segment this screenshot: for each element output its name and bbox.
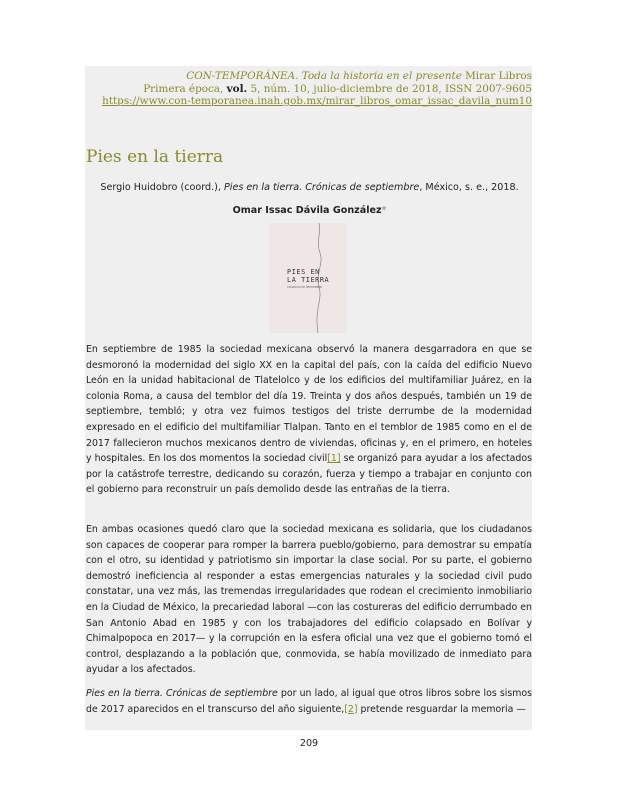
paragraph-1-text-a: En septiembre de 1985 la sociedad mexicana observó la manera desgarradora en que se desmoronó la modernidad del siglo XX en la capital del país, con la caída del edificio Nuevo León en la unidad habitacional de Tlatelolco y de los edificios del multifamiliar Juárez, en la colonia Roma, a causa del temblor del día 19. Treinta y dos años después, también un 19 de septiembre, tembló; y otra vez fuimos testigos del triste derrumbe de la modernidad expresado en el edificio del multifamiliar Tlalpan. Tanto en el temblor de 1985 como en el de 2017 fallecieron muchos mexicanos dentro de viviendas, oficinas y, en el primero, en hoteles y hospitales. En los dos momentos la sociedad civil — [86, 344, 532, 465]
section-name: Mirar Libros — [465, 70, 532, 82]
paragraph-3 — [86, 686, 532, 717]
page-title: Pies en la tierra — [86, 147, 224, 167]
book-citation — [86, 182, 533, 193]
journal-header — [72, 70, 532, 108]
paragraph-3-text-a: por un lado, al igual que otros libros sobre los sismos de 2017 aparecidos en el transcurso del año siguiente, — [86, 688, 532, 715]
journal-subtitle: Toda la historia en el presente — [301, 70, 462, 82]
cover-title-line-2: LA TIERRA — [287, 276, 330, 284]
author-line — [86, 205, 533, 216]
paragraph-1 — [86, 342, 532, 498]
issue-prefix: Primera época, — [143, 82, 224, 95]
page-number: 209 — [299, 738, 319, 749]
header-line-2 — [72, 83, 532, 96]
article-url-link[interactable]: https://www.con-temporanea.inah.gob.mx/mirar_libros_omar_issac_davila_num10 — [102, 95, 532, 107]
footnote-link-2[interactable]: [2] — [344, 703, 358, 715]
citation-editor: Sergio Huidobro (coord.), — [100, 182, 221, 193]
paragraph-3-text-b: pretende resguardar la memoria — — [357, 703, 526, 715]
book-cover-image — [269, 223, 347, 333]
journal-name: CON-TEMPORÁNEA. — [186, 70, 299, 82]
paragraph-2: En ambas ocasiones quedó claro que la sociedad mexicana es solidaria, que los ciudadanos son capaces de cooperar para romper la barrera pueblo/gobierno, para demostrar su empatía con el otro, su identidad y patriotismo sin importar la clase social. Por su parte, el gobierno demostró ineficiencia al responder a estas emergencias naturales y la sociedad civil pudo constatar, una vez más, las tremendas irregularidades que rodean el crecimiento inmobiliario en la Ciudad de México, la precariedad laboral —con las costureras del edificio derrumbado en San Antonio Abad en 1985 y con los trabajadores del edificio colapsado en Bolívar y Chimalpopoca en 2017— y la corrupción en la esfera oficial una vez que el gobierno tomó el control, desplazando a la población que, conmovida, se había movilizado de inmediato para ayudar a los afectados. — [86, 524, 532, 676]
issue-vol: vol. — [226, 82, 248, 95]
paragraph-3-book-title: Pies en la tierra. Crónicas de septiembre — [86, 688, 278, 699]
author-name: Omar Issac Dávila González — [232, 205, 382, 216]
paragraph-1-text-b: se organizó para ayudar a los afectados por la catástrofe terrestre, dedicando su corazón, fuerza y tiempo a trabajar en conjunto con el gobierno para reconstruir un país demolido desde las entrañas de la tierra. — [86, 453, 532, 496]
footnote-link-1[interactable]: [1] — [327, 453, 341, 465]
issue-details: 5, núm. 10, julio-diciembre de 2018, ISSN 2007-9605 — [250, 82, 532, 95]
cover-title — [287, 268, 329, 284]
cover-title-line-1: PIES EN — [287, 268, 320, 276]
author-footnote-link[interactable]: * — [381, 205, 387, 216]
citation-publication: , México, s. e., 2018. — [419, 182, 519, 193]
citation-book-title: Pies en la tierra. Crónicas de septiembre — [224, 182, 420, 193]
header-line-1 — [72, 70, 532, 83]
header-line-3 — [72, 95, 532, 108]
cover-subtitle: CRÓNICAS DE SEPTIEMBRE — [287, 286, 323, 289]
